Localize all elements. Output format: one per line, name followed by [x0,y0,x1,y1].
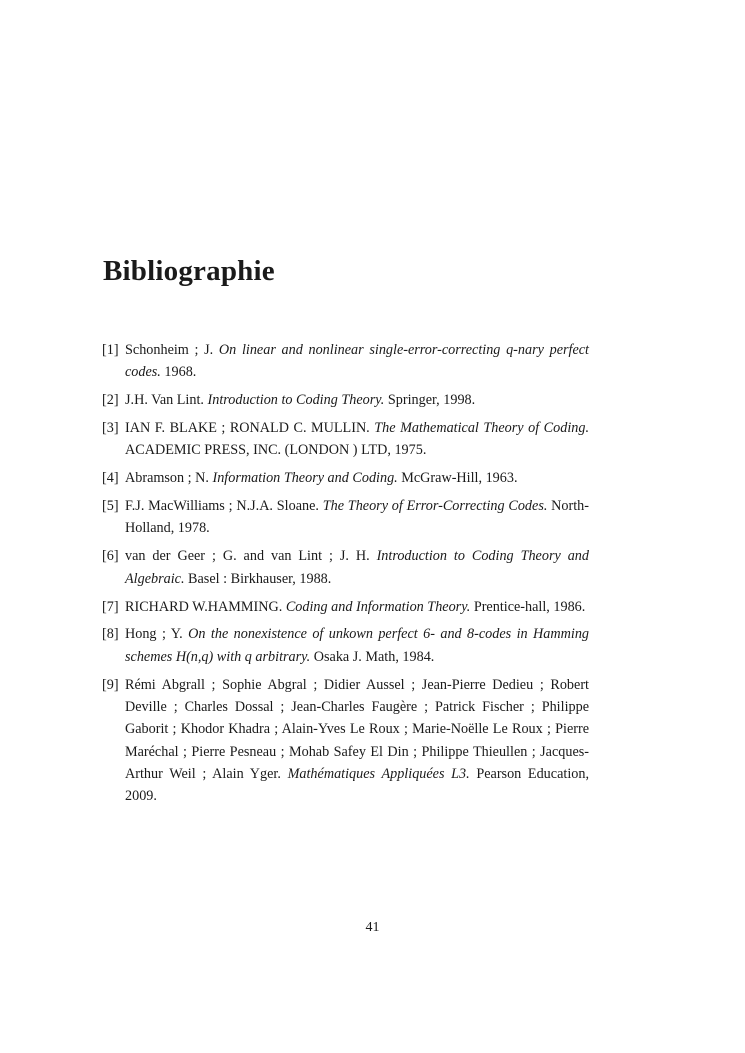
entry-title: Introduction to Coding Theory. [207,392,385,409]
entry-authors: IAN F. BLAKE ; RONALD C. MULLIN. [125,420,375,437]
bibliography-entry-1 [102,339,589,384]
entry-authors: van der Geer ; G. and van Lint ; J. H. [125,548,377,565]
entry-authors: Abramson ; N. [125,470,213,487]
entry-title: On the nonexistence of unkown perfect 6- and 8-codes in Hamming schemes H(n,q) with q arbitrary. [125,626,590,665]
entry-title: Coding and Information Theory. [285,598,471,615]
entry-title: Information Theory and Coding. [212,470,398,487]
entry-publication: 1968. [160,364,197,381]
entry-authors: J.H. Van Lint. [125,392,208,409]
entry-number: [5] [102,498,119,515]
entry-title: The Theory of Error-Correcting Codes. [322,498,548,515]
bibliography-entry-2 [102,389,589,411]
page-number: 41 [365,920,380,935]
entry-number: [4] [102,470,119,487]
bibliography-entry-5 [102,495,589,540]
entry-publication: Pearson Education, 2009. [125,765,589,805]
entry-number: [1] [102,342,119,358]
bibliography-entry-6 [102,545,589,590]
bibliography-entry-4 [102,467,589,489]
entry-title: The Mathematical Theory of Coding. [374,420,590,437]
entry-publication: Prentice-hall, 1986. [470,598,586,615]
entry-publication: ACADEMIC PRESS, INC. (LONDON ) LTD, 1975. [125,442,427,459]
entry-title: Introduction to Coding Theory and Algebraic. [125,548,589,587]
bibliography-entry-3 [102,417,589,462]
entry-number: [2] [102,392,119,409]
entry-authors: RICHARD W.HAMMING. [125,598,286,615]
entry-authors: Hong ; Y. [125,626,189,643]
bibliography-entry-9 [102,674,589,808]
entry-publication: North-Holland, 1978. [125,498,590,537]
page-title: Bibliographie [103,255,275,287]
entry-title: Mathématiques Appliquées L3. [287,765,470,782]
entry-number: [7] [102,598,119,615]
bibliography-list [102,339,589,813]
entry-number: [8] [102,626,119,643]
entry-publication: McGraw-Hill, 1963. [397,470,518,487]
entry-number: [3] [102,420,119,437]
entry-number: [6] [102,548,119,565]
entry-publication: Basel : Birkhauser, 1988. [184,570,332,587]
entry-publication: Osaka J. Math, 1984. [310,648,435,665]
entry-authors: Schonheim ; J. [125,342,219,358]
entry-number: [9] [102,676,119,693]
bibliography-entry-7 [102,596,589,618]
entry-title: On linear and nonlinear single-error-correcting q-nary perfect codes. [125,342,589,381]
entry-publication: Springer, 1998. [384,392,476,409]
entry-authors: Rémi Abgrall ; Sophie Abgral ; Didier Aussel ; Jean-Pierre Dedieu ; Robert Deville ; Charles Dossal ; Jean-Charles Faugère ; Patrick Fischer ; Philippe Gaborit ; Khodor Khadra ; Alain-Yves Le Roux ; Marie-Noëlle Le Roux ; Pierre Maréchal ; Pierre Pesneau ; Mohab Safey El Din ; Philippe Thieullen ; Jacques-Arthur Weil ; Alain Yger. [125,676,589,782]
bibliography-entry-8 [102,623,589,668]
entry-authors: F.J. MacWilliams ; N.J.A. Sloane. [125,498,323,515]
